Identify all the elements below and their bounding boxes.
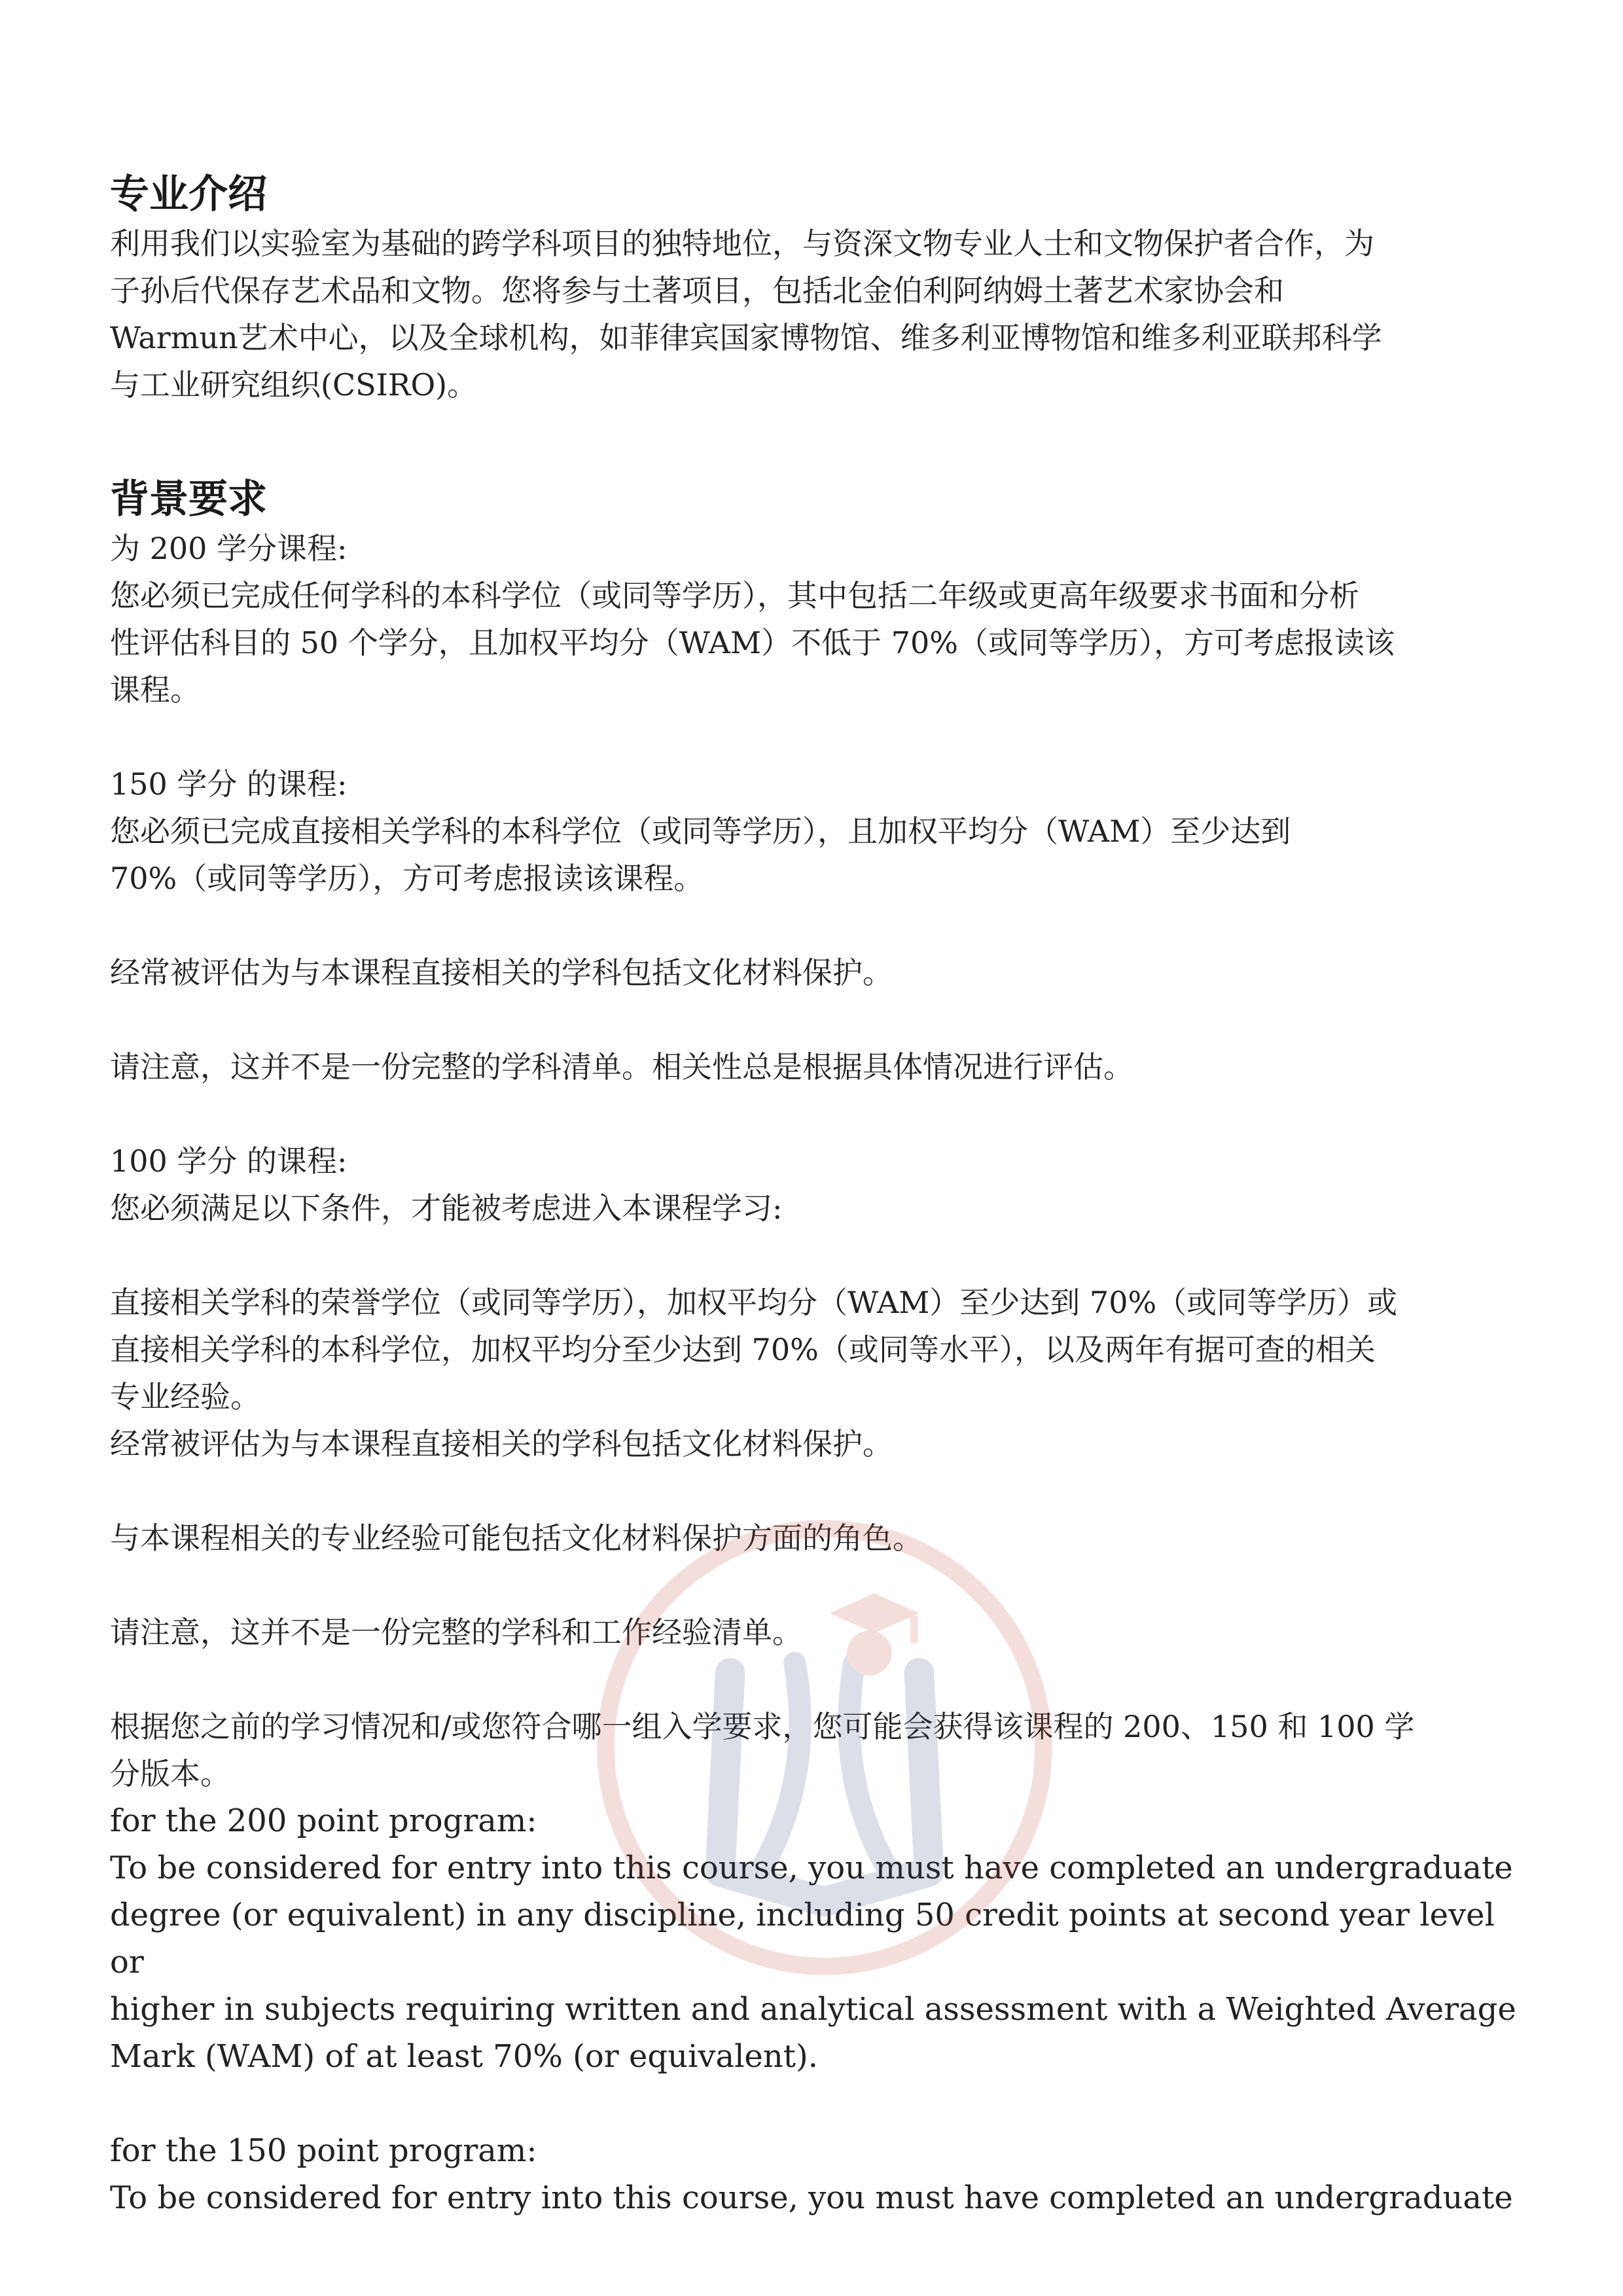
p150-note: 请注意，这并不是一份完整的学科清单。相关性总是根据具体情况进行评估。 — [110, 1049, 1133, 1085]
p100-intro: 您必须满足以下条件，才能被考虑进入本课程学习: — [110, 1191, 783, 1226]
p100-body: 直接相关学科的荣誉学位（或同等学历），加权平均分（WAM）至少达到 70%（或同等学历）或 直接相关学科的本科学位，加权平均分至少达到 70%（或同等水平），以及两年有据可查的相关 专业经验。 — [110, 1285, 1398, 1414]
p100-note: 请注意，这并不是一份完整的学科和工作经验清单。 — [110, 1615, 802, 1650]
p100-title: 100 学分 的课程: — [110, 1143, 348, 1179]
requirements-heading: 背景要求 — [110, 476, 267, 522]
p200-title: 为 200 学分课程: — [110, 531, 348, 566]
p150-related: 经常被评估为与本课程直接相关的学科包括文化材料保护。 — [110, 955, 893, 990]
p100-related: 经常被评估为与本课程直接相关的学科包括文化材料保护。 — [110, 1426, 893, 1462]
p100-experience: 与本课程相关的专业经验可能包括文化材料保护方面的角色。 — [110, 1520, 923, 1556]
document-page — [110, 169, 1524, 2221]
en-200-body: To be considered for entry into this course, you must have completed an undergraduate degree (or equivalent) in any discipline, including 50 credit points at second year level or higher in subjects requiring written and analytical assessment with a Weighted Average Mark (WAM) of at least 70% (or equivalent). — [110, 1850, 1516, 2075]
versions-note: 根据您之前的学习情况和/或您符合哪一组入学要求，您可能会获得该课程的 200、150 和 100 学 分版本。 — [110, 1709, 1415, 1791]
en-150-title: for the 150 point program: — [110, 2132, 537, 2169]
p200-body: 您必须已完成任何学科的本科学位（或同等学历），其中包括二年级或更高年级要求书面和分析 性评估科目的 50 个学分，且加权平均分（WAM）不低于 70%（或同等学历），方可考虑报读该 课程。 — [110, 578, 1395, 708]
p150-title: 150 学分 的课程: — [110, 766, 348, 802]
intro-heading: 专业介绍 — [110, 171, 267, 217]
en-200-title: for the 200 point program: — [110, 1803, 537, 1839]
intro-paragraph: 利用我们以实验室为基础的跨学科项目的独特地位，与资深文物专业人士和文物保护者合作，为 子孙后代保存艺术品和文物。您将参与土著项目，包括北金伯利阿纳姆土著艺术家协会和 Warmun艺术中心，以及全球机构，如菲律宾国家博物馆、维多利亚博物馆和维多利亚联邦科学 与工业研究组织(CSIRO)。 — [110, 226, 1382, 403]
p150-body: 您必须已完成直接相关学科的本科学位（或同等学历），且加权平均分（WAM）至少达到 70%（或同等学历），方可考虑报读该课程。 — [110, 814, 1291, 896]
en-150-body: To be considered for entry into this course, you must have completed an undergraduate — [110, 2179, 1513, 2216]
